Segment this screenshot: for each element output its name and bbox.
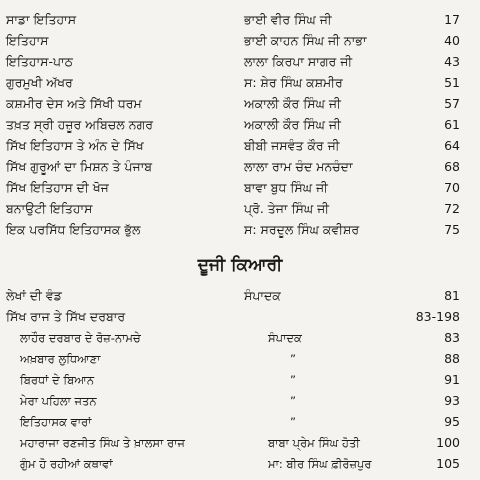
entry-page: 95 — [444, 414, 460, 429]
entry-page: 75 — [444, 222, 460, 237]
entry-title: ਇਤਿਹਾਸ — [6, 33, 49, 48]
entry-page: 83-198 — [415, 309, 460, 324]
toc-subrow — [0, 348, 480, 370]
toc-row — [0, 198, 480, 220]
toc-row — [0, 156, 480, 178]
entry-author: ਪ੍ਰੋ. ਤੇਜਾ ਸਿੰਘ ਜੀ — [244, 201, 330, 216]
entry-title: ਮੇਰਾ ਪਹਿਲਾ ਜਤਨ — [20, 394, 97, 408]
toc-subrow — [0, 432, 480, 454]
entry-page: 83 — [444, 330, 460, 345]
toc-row — [0, 30, 480, 52]
entry-title: ਸਿੱਖ ਇਤਿਹਾਸ ਤੇ ਅੰਨ ਦੇ ਸਿੱਖ — [6, 138, 144, 153]
entry-author: ਸੰਪਾਦਕ — [268, 331, 302, 345]
toc-row — [0, 51, 480, 73]
entry-author: ” — [290, 415, 296, 429]
entry-page: 70 — [444, 180, 460, 195]
entry-title: ਲੇਖਾਂ ਦੀ ਵੰਡ — [6, 288, 62, 303]
entry-author: ਮਾ: ਬੀਰ ਸਿੰਘ ਫ਼ੀਰੋਜ਼ਪੁਰ — [268, 457, 372, 471]
entry-title: ਬਨਾਉਟੀ ਇਤਿਹਾਸ — [6, 201, 93, 216]
entry-title: ਗੁਰਮੁਖੀ ਅੱਖਰ — [6, 75, 73, 90]
toc-row — [0, 306, 480, 328]
entry-page: 64 — [444, 138, 460, 153]
entry-page: 88 — [444, 351, 460, 366]
entry-page: 68 — [444, 159, 460, 174]
toc-subrow — [0, 390, 480, 412]
entry-page: 105 — [436, 456, 460, 471]
entry-author: ਸੰਪਾਦਕ — [244, 288, 281, 303]
entry-title: ਲਾਹੌਰ ਦਰਬਾਰ ਦੇ ਰੋਜ਼-ਨਾਮਚੇ — [20, 331, 141, 345]
entry-author: ” — [290, 373, 296, 387]
entry-page: 51 — [444, 75, 460, 90]
entry-author: ਅਕਾਲੀ ਕੌਰ ਸਿੰਘ ਜੀ — [244, 96, 341, 111]
toc-subrow — [0, 327, 480, 349]
entry-page: 17 — [444, 12, 460, 27]
toc-row — [0, 135, 480, 157]
entry-page: 93 — [444, 393, 460, 408]
entry-author: ਬਾਵਾ ਬੁਧ ਸਿੰਘ ਜੀ — [244, 180, 328, 195]
entry-title: ਸਾਡਾ ਇਤਿਹਾਸ — [6, 12, 77, 27]
toc-subrow — [0, 369, 480, 391]
entry-title: ਤਖ਼ਤ ਸ੍ਰੀ ਹਜ਼ੂਰ ਅਬਿਚਲ ਨਗਰ — [6, 117, 153, 132]
entry-page: 91 — [444, 372, 460, 387]
entry-page: 81 — [444, 288, 460, 303]
entry-title: ਮਹਾਰਾਜਾ ਰਣਜੀਤ ਸਿੰਘ ਤੇ ਖ਼ਾਲਸਾ ਰਾਜ — [20, 436, 185, 450]
toc-subrow — [0, 453, 480, 475]
entry-author: ਬਾਬਾ ਪ੍ਰੇਮ ਸਿੰਘ ਹੋਤੀ — [268, 436, 360, 450]
entry-page: 40 — [444, 33, 460, 48]
entry-author: ਭਾਈ ਕਾਹਨ ਸਿੰਘ ਜੀ ਨਾਭਾ — [244, 33, 367, 48]
entry-page: 43 — [444, 54, 460, 69]
toc-row — [0, 219, 480, 241]
toc-row — [0, 177, 480, 199]
entry-title: ਸਿੱਖ ਇਤਿਹਾਸ ਦੀ ਖੋਜ — [6, 180, 109, 195]
toc-row — [0, 93, 480, 115]
entry-title: ਸਿੱਖ ਰਾਜ ਤੇ ਸਿੱਖ ਦਰਬਾਰ — [6, 309, 126, 324]
entry-title: ਕਸ਼ਮੀਰ ਦੇਸ ਅਤੇ ਸਿੱਖੀ ਧਰਮ — [6, 96, 142, 111]
entry-title: ਇਤਿਹਾਸਕ ਵਾਰਾਂ — [20, 415, 92, 429]
toc-row — [0, 114, 480, 136]
entry-page: 100 — [436, 435, 460, 450]
entry-author: ਬੀਬੀ ਜਸਵੰਤ ਕੌਰ ਜੀ — [244, 138, 340, 153]
entry-author: ਅਕਾਲੀ ਕੌਰ ਸਿੰਘ ਜੀ — [244, 117, 341, 132]
entry-author: ਸ: ਸਰਦੂਲ ਸਿੰਘ ਕਵੀਸ਼ਰ — [244, 222, 360, 237]
entry-author: ” — [290, 394, 296, 408]
entry-page: 61 — [444, 117, 460, 132]
entry-title: ਬਿਰਧਾਂ ਦੇ ਬਿਆਨ — [20, 373, 95, 387]
entry-page: 72 — [444, 201, 460, 216]
entry-title: ਇਕ ਪਰਸਿੱਧ ਇਤਿਹਾਸਕ ਭੁੱਲ — [6, 222, 141, 237]
section-heading: ਦੂਜੀ ਕਿਆਰੀ — [197, 255, 283, 275]
entry-author: ਲਾਲਾ ਰਾਮ ਚੰਦ ਮਨਚੰਦਾ — [244, 159, 353, 174]
entry-author: ਸ: ਸ਼ੇਰ ਸਿੰਘ ਕਸ਼ਮੀਰ — [244, 75, 343, 90]
entry-author: ” — [290, 352, 296, 366]
entry-page: 57 — [444, 96, 460, 111]
entry-author: ਲਾਲਾ ਕਿਰਪਾ ਸਾਗਰ ਜੀ — [244, 54, 353, 69]
toc-row — [0, 285, 480, 307]
entry-title: ਅਖ਼ਬਾਰ ਲੁਧਿਆਣਾ — [20, 352, 101, 366]
entry-title: ਇਤਿਹਾਸ-ਪਾਠ — [6, 54, 73, 69]
entry-title: ਗੁੰਮ ਹੋ ਰਹੀਆਂ ਕਥਾਵਾਂ — [20, 457, 113, 471]
toc-row — [0, 9, 480, 31]
toc-subrow — [0, 411, 480, 433]
toc-row — [0, 72, 480, 94]
entry-author: ਭਾਈ ਵੀਰ ਸਿੰਘ ਜੀ — [244, 12, 332, 27]
entry-title: ਸਿੱਖ ਗੁਰੂਆਂ ਦਾ ਮਿਸ਼ਨ ਤੇ ਪੰਜਾਬ — [6, 159, 153, 174]
